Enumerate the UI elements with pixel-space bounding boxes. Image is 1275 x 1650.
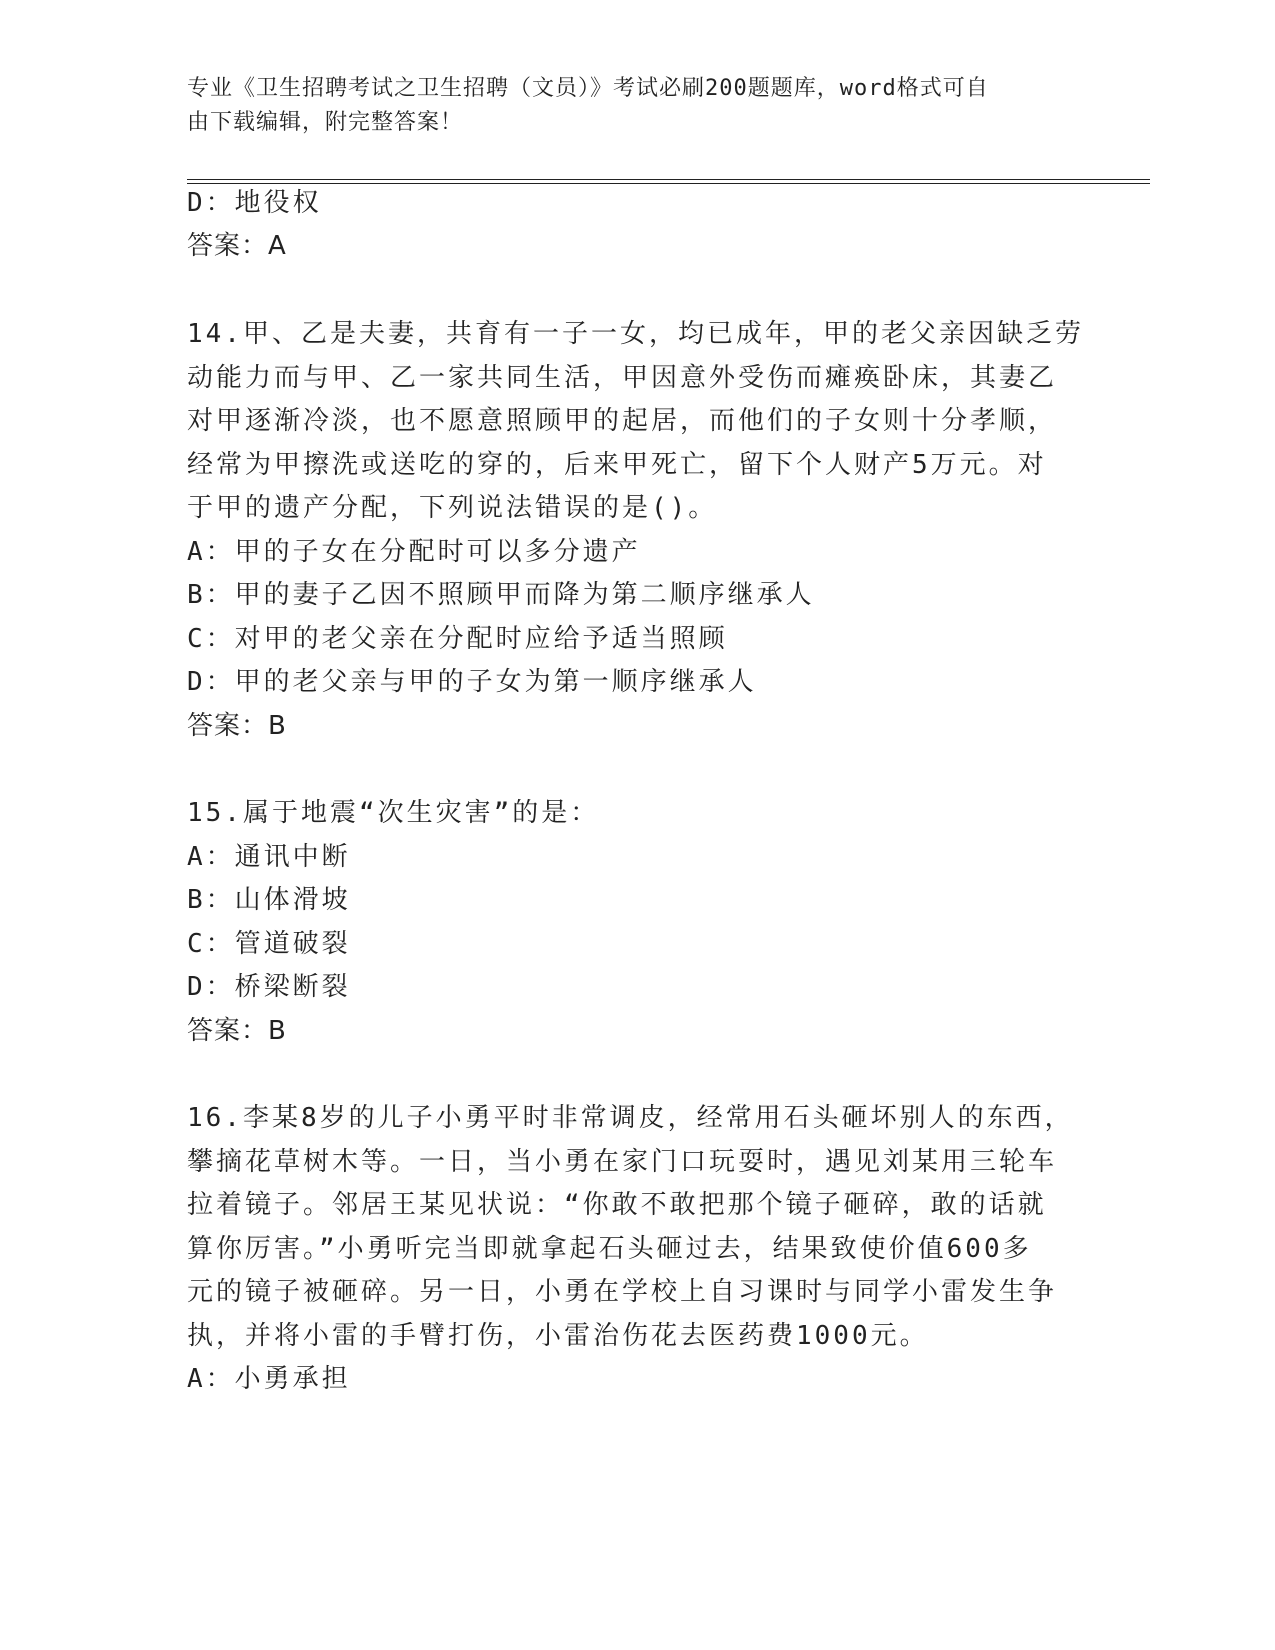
question-14-stem-line: 经常为甲擦洗或送吃的穿的，后来甲死亡，留下个人财产5万元。对 <box>187 450 1047 480</box>
header-line-2: 由下载编辑，附完整答案！ <box>187 110 464 135</box>
question-14-stem-line: 14.甲、乙是夫妻，共育有一子一女，均已成年，甲的老父亲因缺乏劳 <box>187 319 1084 349</box>
question-14-stem-line: 于甲的遗产分配，下列说法错误的是()。 <box>187 493 718 523</box>
question-14-option-d: D：甲的老父亲与甲的子女为第一顺序继承人 <box>187 667 757 697</box>
header-line-1: 专业《卫生招聘考试之卫生招聘（文员）》考试必刷200题题库，word格式可自 <box>187 76 989 101</box>
header-divider <box>187 179 1150 180</box>
question-15-answer: 答案：B <box>187 1016 287 1046</box>
question-14-option-b: B：甲的妻子乙因不照顾甲而降为第二顺序继承人 <box>187 580 815 610</box>
question-16-stem-line: 元的镜子被砸碎。另一日，小勇在学校上自习课时与同学小雷发生争 <box>187 1277 1058 1307</box>
question-15-option-a: A：通讯中断 <box>187 842 351 872</box>
question-14-option-c: C：对甲的老父亲在分配时应给予适当照顾 <box>187 624 728 654</box>
header-divider-second <box>187 183 1150 184</box>
question-16-stem-line: 算你厉害。”小勇听完当即就拿起石头砸过去，结果致使价值600多 <box>187 1234 1032 1264</box>
question-15-option-d: D：桥梁断裂 <box>187 972 351 1002</box>
question-14-option-a: A：甲的子女在分配时可以多分遗产 <box>187 537 641 567</box>
question-15-option-c: C：管道破裂 <box>187 929 351 959</box>
question-16-stem-line: 16.李某8岁的儿子小勇平时非常调皮，经常用石头砸坏别人的东西， <box>187 1103 1074 1133</box>
question-14-stem-line: 对甲逐渐冷淡，也不愿意照顾甲的起居，而他们的子女则十分孝顺， <box>187 406 1058 436</box>
prev-answer: 答案：A <box>187 231 287 261</box>
document-header <box>187 72 1067 140</box>
question-15-option-b: B：山体滑坡 <box>187 885 351 915</box>
question-14-stem-line: 动能力而与甲、乙一家共同生活，甲因意外受伤而瘫痪卧床，其妻乙 <box>187 363 1058 393</box>
question-16-option-a: A：小勇承担 <box>187 1364 351 1394</box>
question-16-stem-line: 执，并将小雷的手臂打伤，小雷治伤花去医药费1000元。 <box>187 1321 929 1351</box>
question-16-stem-line: 攀摘花草树木等。一日，当小勇在家门口玩耍时，遇见刘某用三轮车 <box>187 1147 1058 1177</box>
question-15-stem-line: 15.属于地震“次生灾害”的是： <box>187 798 600 828</box>
question-16-stem-line: 拉着镜子。邻居王某见状说：“你敢不敢把那个镜子砸碎，敢的话就 <box>187 1190 1047 1220</box>
prev-option-d: D：地役权 <box>187 188 322 218</box>
question-14-answer: 答案：B <box>187 711 287 741</box>
